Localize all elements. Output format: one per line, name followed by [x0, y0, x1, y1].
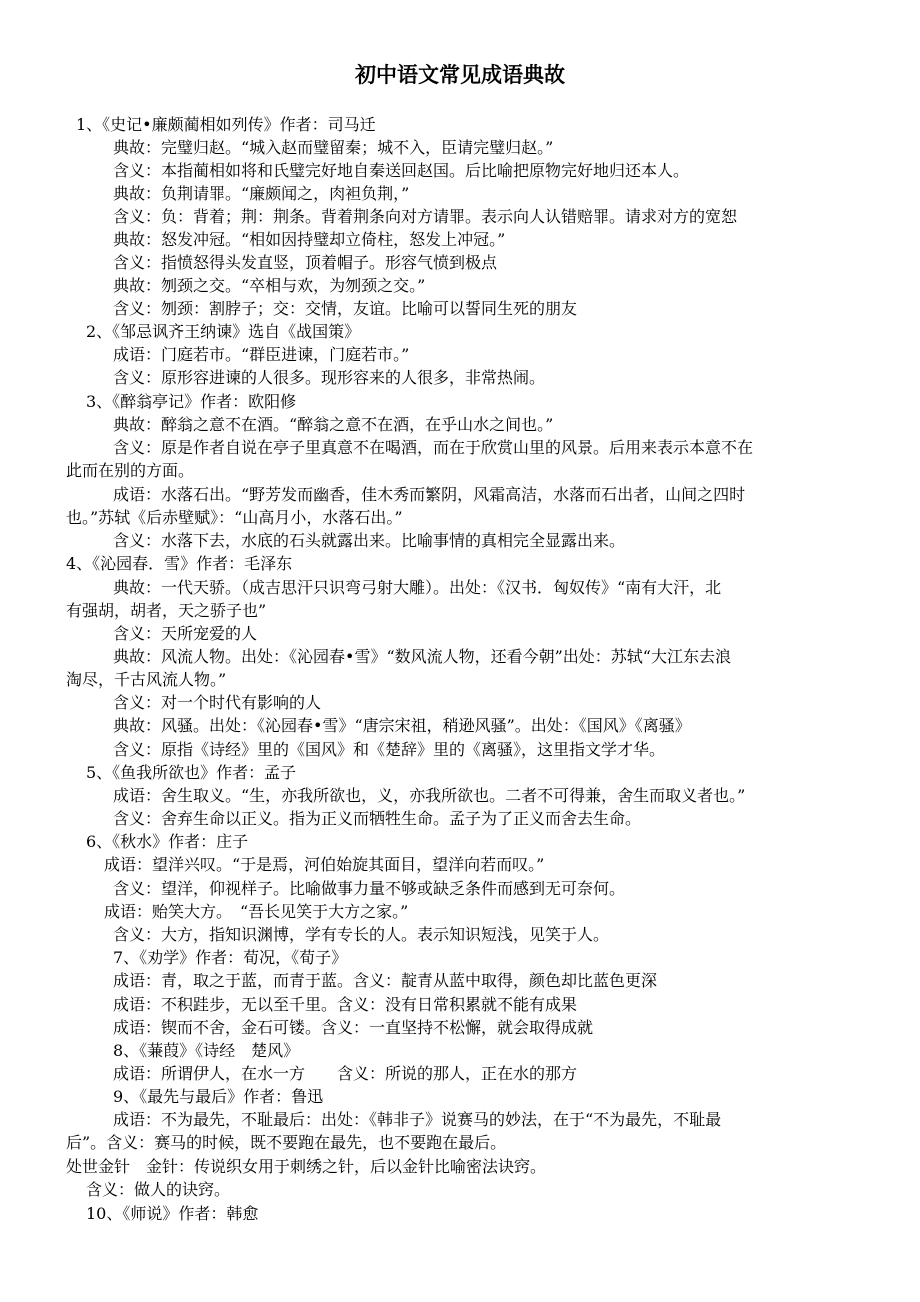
text-line: 典故：完璧归赵。“城入赵而璧留秦；城不入，臣请完璧归赵。” — [113, 138, 554, 157]
text-line: 含义：舍弃生命以正义。指为正义而牺牲生命。孟子为了正义而舍去生命。 — [113, 809, 642, 828]
text-line: 此而在别的方面。 — [66, 461, 195, 480]
text-line: 成语：青，取之于蓝，而青于蓝。含义：靛青从蓝中取得，颜色却比蓝色更深 — [113, 971, 658, 990]
section-heading: 1、《史记•廉颇蔺相如列传》作者：司马迁 — [76, 115, 376, 134]
text-line: 含义：望洋，仰视样子。比喻做事力量不够或缺乏条件而感到无可奈何。 — [113, 879, 626, 898]
section-heading: 3、《醉翁亭记》作者：欧阳修 — [86, 392, 297, 411]
text-line: 含义：做人的诀窍。 — [86, 1180, 231, 1199]
text-line: 含义：水落下去，水底的石头就露出来。比喻事情的真相完全显露出来。 — [113, 531, 626, 550]
section-heading: 4、《沁园春．雪》作者：毛泽东 — [66, 554, 293, 573]
text-line: 后”。含义：赛马的时候，既不要跑在最先，也不要跑在最后。 — [66, 1133, 507, 1152]
text-line: 成语：锲而不舍，金石可镂。含义：一直坚持不松懈，就会取得成就 — [113, 1018, 594, 1037]
text-line: 含义：原形容进谏的人很多。现形容来的人很多，非常热闹。 — [113, 368, 546, 387]
page-title: 初中语文常见成语典故 — [355, 62, 565, 87]
text-line: 成语：舍生取义。“生，亦我所欲也，义，亦我所欲也。二者不可得兼，舍生而取义者也。” — [113, 786, 746, 805]
text-line: 成语：水落石出。“野芳发而幽香，佳木秀而繁阴，风霜高洁，水落而石出者，山间之四时 — [113, 485, 746, 504]
text-line: 成语：不为最先，不耻最后：出处：《韩非子》说赛马的妙法，在于“不为最先，不耻最 — [113, 1110, 722, 1129]
text-line: 含义：本指蔺相如将和氏璧完好地自秦送回赵国。后比喻把原物完好地归还本人。 — [113, 161, 690, 180]
text-line: 含义：刎颈：割脖子；交：交情，友谊。比喻可以誓同生死的朋友 — [113, 299, 578, 318]
section-heading: 8、《蒹葭》《诗经 楚风》 — [113, 1041, 300, 1060]
text-line: 含义：对一个时代有影响的人 — [113, 693, 322, 712]
text-line: 典故：风流人物。出处：《沁园春•雪》“数风流人物，还看今朝”出处：苏轼“大江东去浪 — [113, 647, 731, 666]
section-heading: 6、《秋水》作者：庄子 — [86, 832, 249, 851]
text-line: 有强胡，胡者，天之骄子也” — [66, 601, 267, 620]
text-line: 含义：原是作者自说在亭子里真意不在喝酒，而在于欣赏山里的风景。后用来表示本意不在 — [113, 438, 754, 457]
text-line: 含义：负：背着；荆：荆条。背着荆条向对方请罪。表示向人认错赔罪。请求对方的宽恕 — [113, 207, 738, 226]
text-line: 含义：原指《诗经》里的《国风》和《楚辞》里的《离骚》，这里指文学才华。 — [113, 740, 666, 759]
text-line: 成语：所谓伊人，在水一方 含义：所说的那人，正在水的那方 — [113, 1064, 578, 1083]
section-heading: 9、《最先与最后》作者：鲁迅 — [113, 1087, 324, 1106]
text-line: 典故：风骚。出处：《沁园春•雪》“唐宗宋祖，稍逊风骚”。出处：《国风》《离骚》 — [113, 716, 691, 735]
section-heading: 7、《劝学》作者：荀况，《荀子》 — [113, 948, 348, 967]
text-line: 典故：醉翁之意不在酒。“醉翁之意不在酒，在乎山水之间也。” — [113, 415, 554, 434]
text-line: 淘尽，千古风流人物。” — [66, 670, 227, 689]
section-heading: 5、《鱼我所欲也》作者：孟子 — [86, 763, 297, 782]
text-line: 成语：贻笑大方。 “吾长见笑于大方之家。” — [104, 902, 409, 921]
section-heading: 2、《邹忌讽齐王纳谏》选自《战国策》 — [86, 322, 361, 341]
text-line: 含义：指愤怒得头发直竖，顶着帽子。形容气愤到极点 — [113, 253, 498, 272]
text-line: 含义：大方，指知识渊博，学有专长的人。表示知识短浅，见笑于人。 — [113, 925, 610, 944]
text-line: 成语：不积跬步，无以至千里。含义：没有日常积累就不能有成果 — [113, 995, 578, 1014]
text-line: 含义：天所宠爱的人 — [113, 624, 258, 643]
text-line: 成语：望洋兴叹。“于是焉，河伯始旋其面目，望洋向若而叹。” — [104, 855, 545, 874]
text-line: 典故：负荆请罪。“廉颇闻之，肉袒负荆，” — [113, 184, 410, 203]
text-line: 典故：怒发冲冠。“相如因持璧却立倚柱，怒发上冲冠。” — [113, 230, 506, 249]
text-line: 成语：门庭若市。“群臣进谏，门庭若市。” — [113, 345, 410, 364]
text-line: 典故：刎颈之交。“卒相与欢，为刎颈之交。” — [113, 276, 426, 295]
section-heading: 10、《师说》作者：韩愈 — [86, 1204, 259, 1223]
text-line: 也。”苏轼《后赤壁赋》：“山高月小，水落石出。” — [66, 508, 403, 527]
text-line: 典故：一代天骄。（成吉思汗只识弯弓射大雕）。出处：《汉书．匈奴传》“南有大汗，北 — [113, 578, 722, 597]
text-line: 处世金针 金针：传说织女用于刺绣之针，后以金针比喻密法诀窍。 — [66, 1157, 547, 1176]
